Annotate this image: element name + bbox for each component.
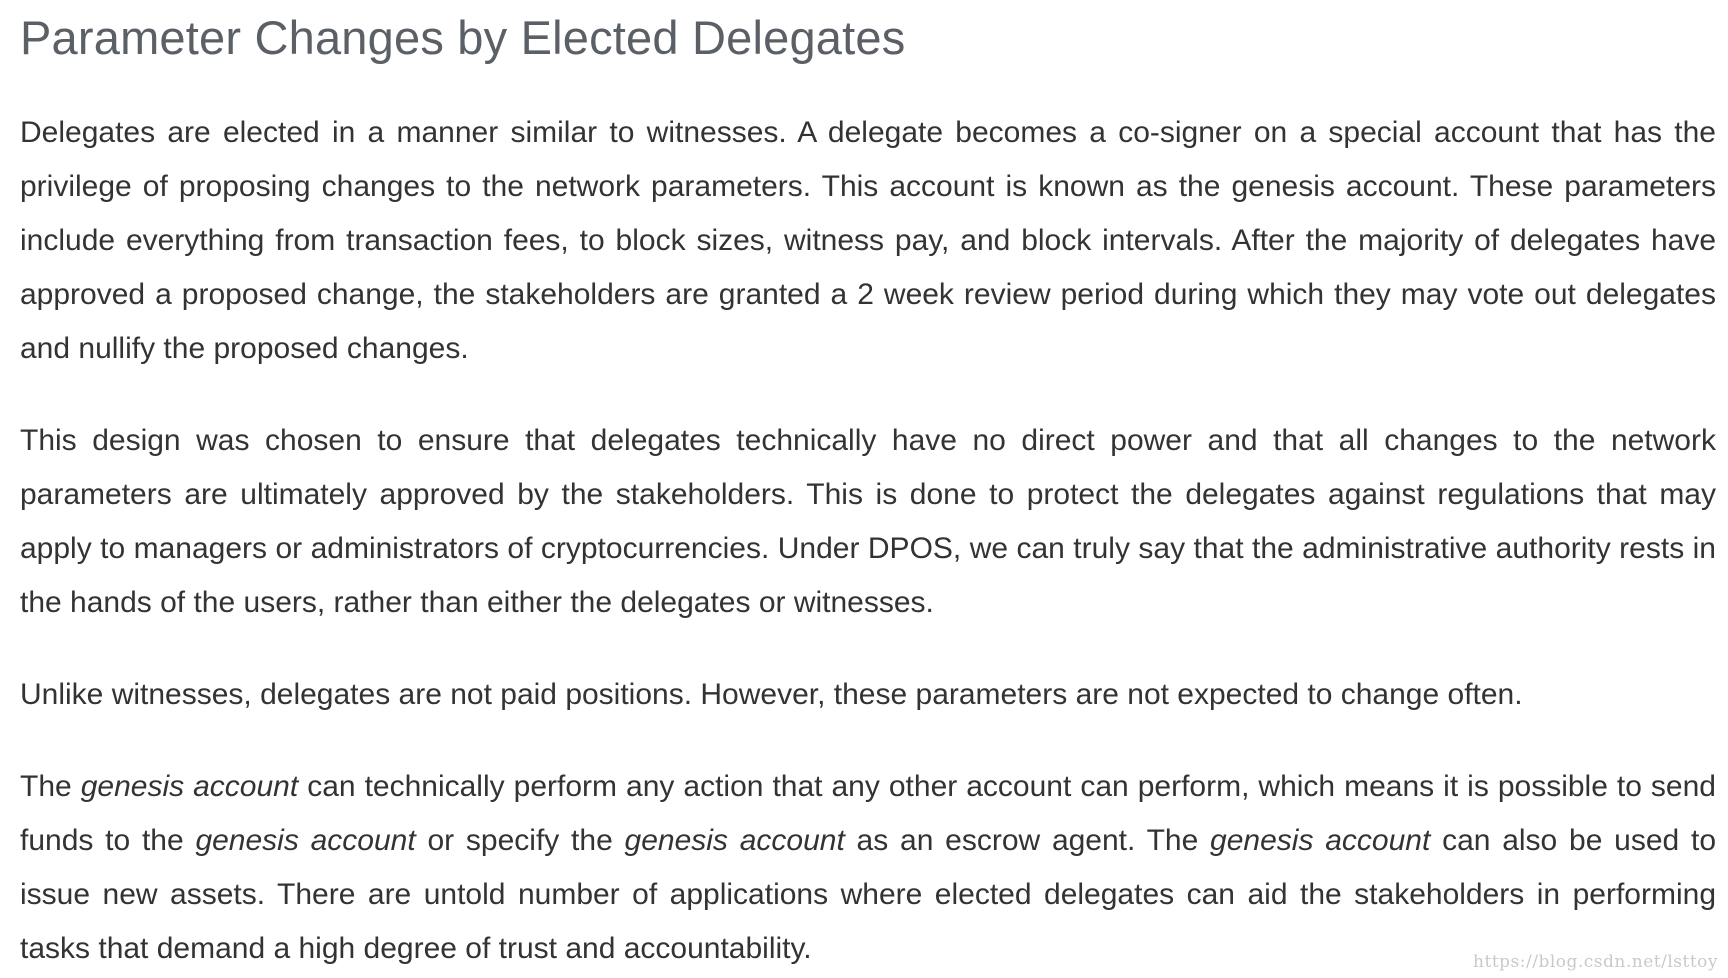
watermark: https://blog.csdn.net/lsttoy [1473,952,1718,972]
paragraph-design-choice: This design was chosen to ensure that delegates technically have no direct power and that all changes to the network parameters are ultimately approved by the stakeholders. This is done to protect the delegates against regulations that may apply to managers or administrators of cryptocurrencies. Under DPOS, we can truly say that the administrative authority rests in the hands of the users, rather than either the delegates or witnesses. [20,424,1716,619]
page-title: Parameter Changes by Elected Delegates [20,11,906,64]
text-segment: as an escrow agent. The [844,824,1211,857]
genesis-account-term: genesis account [80,770,299,803]
genesis-account-term: genesis account [1210,824,1431,857]
paragraph-unpaid-positions: Unlike witnesses, delegates are not paid positions. However, these parameters are not expected to change often. [20,678,1523,711]
text-segment: can technically perform any action that any other account can perform, which means it is possible to send funds to the [20,770,1716,857]
paragraph-delegates-elected: Delegates are elected in a manner similar to witnesses. A delegate becomes a co-signer on a special account that has the privilege of proposing changes to the network parameters. This account is known as the genesis account. These parameters include everything from transaction fees, to block sizes, witness pay, and block intervals. After the majority of delegates have approved a proposed change, the stakeholders are granted a 2 week review period during which they may vote out delegates and nullify the proposed changes. [20,116,1716,365]
text-segment: or specify the [415,824,625,857]
paragraph-genesis-account [20,760,1716,976]
genesis-account-term: genesis account [195,824,416,857]
text-segment: The [20,770,81,803]
article [20,0,1716,976]
text-segment: can also be used to issue new assets. There are untold number of applications where elected delegates can aid the stakeholders in performing tasks that demand a high degree of trust and accountability. [20,824,1716,965]
genesis-account-term: genesis account [624,824,845,857]
